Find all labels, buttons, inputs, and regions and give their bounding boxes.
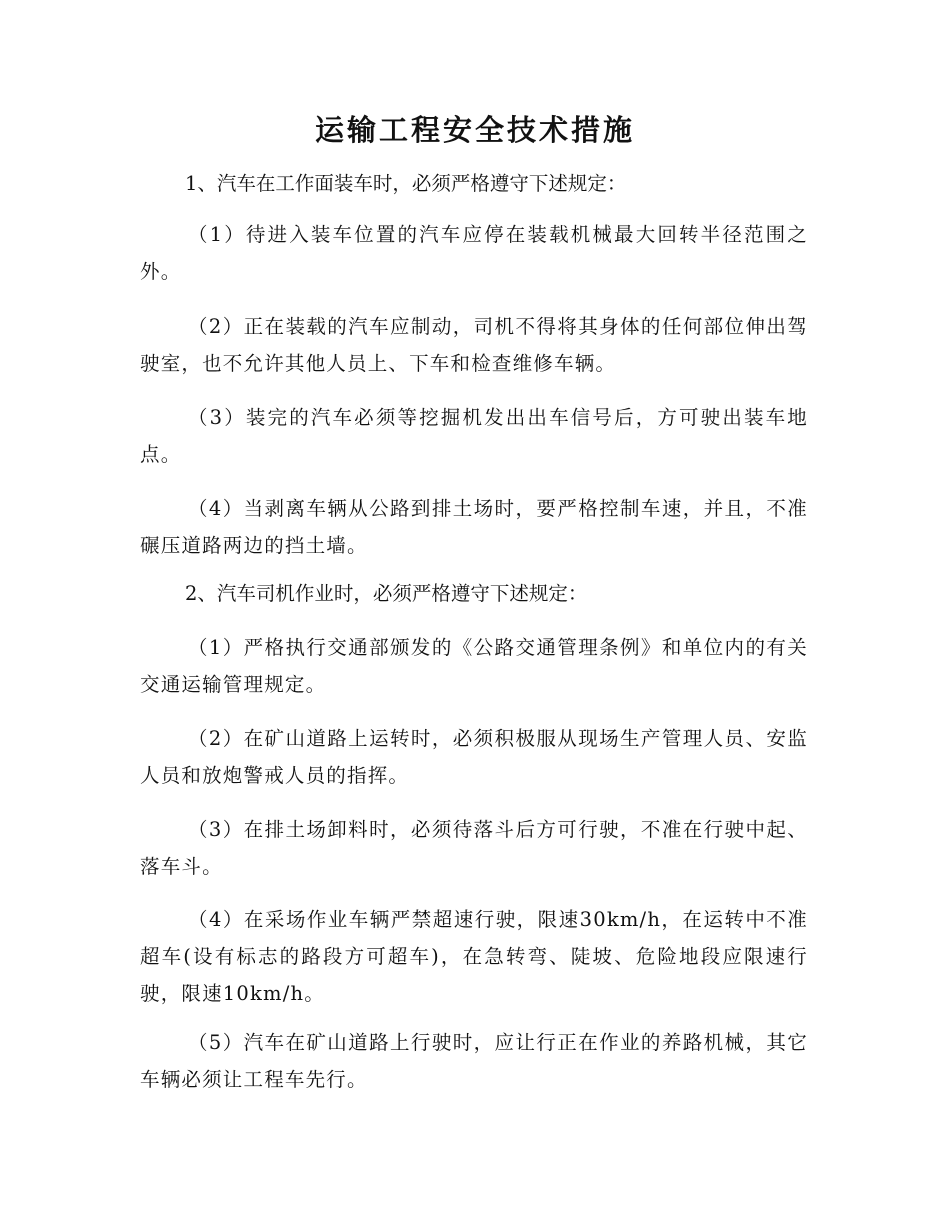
section-2-item-4: （4）在采场作业车辆严禁超速行驶，限速30km/h，在运转中不准超车(设有标志的路段方可超车)，在急转弯、陡坡、危险地段应限速行驶，限速10km/h。 bbox=[140, 908, 808, 1005]
section-1-item-1: （1）待进入装车位置的汽车应停在装载机械最大回转半径范围之外。 bbox=[140, 223, 808, 283]
document-title: 运输工程安全技术措施 bbox=[314, 113, 635, 147]
section-2-heading: 2、汽车司机作业时，必须严格遵守下述规定： bbox=[185, 582, 588, 605]
section-2-item-1: （1）严格执行交通部颁发的《公路交通管理条例》和单位内的有关交通运输管理规定。 bbox=[140, 636, 808, 696]
section-1-item-4: （4）当剥离车辆从公路到排土场时，要严格控制车速，并且，不准碾压道路两边的挡土墙。 bbox=[140, 497, 808, 557]
section-2-item-3: （3）在排土场卸料时，必须待落斗后方可行驶，不准在行驶中起、落车斗。 bbox=[140, 818, 808, 878]
section-2-item-5: （5）汽车在矿山道路上行驶时，应让行正在作业的养路机械，其它车辆必须让工程车先行。 bbox=[140, 1031, 808, 1091]
section-2-item-2: （2）在矿山道路上运转时，必须积极服从现场生产管理人员、安监人员和放炮警戒人员的指挥。 bbox=[140, 727, 808, 787]
section-1-item-3: （3）装完的汽车必须等挖掘机发出出车信号后，方可驶出装车地点。 bbox=[140, 406, 808, 466]
section-1-item-2: （2）正在装载的汽车应制动，司机不得将其身体的任何部位伸出驾驶室，也不允许其他人员上、下车和检查维修车辆。 bbox=[140, 315, 808, 375]
section-1-heading: 1、汽车在工作面装车时，必须严格遵守下述规定： bbox=[185, 172, 627, 195]
